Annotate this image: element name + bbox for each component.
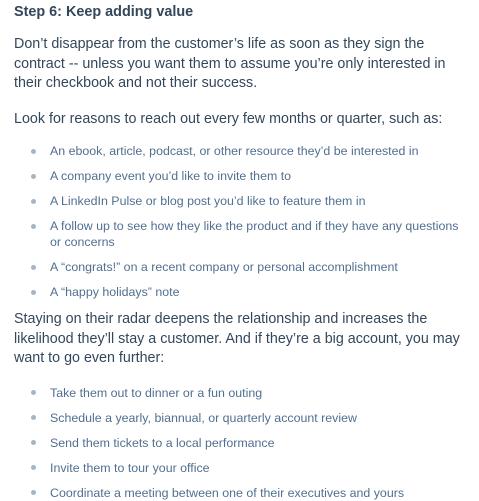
bullet-dot-icon [31, 390, 36, 395]
list-item-text: A “congrats!” on a recent company or personal accomplishment [50, 260, 398, 274]
list-item [14, 435, 465, 451]
section-heading: Step 6: Keep adding value [14, 4, 194, 20]
radar-paragraph: Staying on their radar deepens the relationship and increases the likelihood they’ll stay a customer. And if they’re a big account, you may want to go even further: [14, 311, 460, 366]
list-item-text: Take them out to dinner or a fun outing [50, 385, 263, 400]
list-item [14, 193, 465, 209]
list-item [14, 460, 465, 476]
bullet-dot-icon [31, 465, 36, 470]
list-item [14, 143, 465, 159]
list-item [14, 410, 465, 426]
bullet-dot-icon [31, 149, 36, 154]
list-item [14, 284, 465, 300]
reasons-list [14, 143, 465, 300]
list-item-text: Schedule a yearly, biannual, or quarterly account review [50, 410, 357, 425]
list-item-text: A follow up to see how they like the product and if they have any questions or concerns [50, 219, 459, 249]
bullet-dot-icon [31, 224, 36, 229]
list-item [14, 168, 465, 184]
intro-paragraph: Don’t disappear from the customer’s life as soon as they sign the contract -- unless you want them to assume you’re only interested in their checkbook and not their success. [14, 36, 446, 91]
bullet-dot-icon [31, 174, 36, 179]
list-item [14, 218, 465, 250]
list-item-text: Invite them to tour your office [50, 460, 210, 475]
list-item-text: An ebook, article, podcast, or other resource they’d be interested in [50, 144, 419, 158]
list-item [14, 259, 465, 275]
bullet-dot-icon [31, 199, 36, 204]
bullet-dot-icon [31, 290, 36, 295]
bullet-dot-icon [31, 415, 36, 420]
list-item-text: A LinkedIn Pulse or blog post you’d like to feature them in [50, 194, 366, 208]
list-item-text: Send them tickets to a local performance [50, 435, 275, 450]
reasons-paragraph: Look for reasons to reach out every few months or quarter, such as: [14, 110, 443, 127]
bullet-dot-icon [31, 265, 36, 270]
list-item [14, 385, 465, 401]
list-item-text: Coordinate a meeting between one of their executives and yours [50, 485, 405, 500]
further-list [14, 385, 465, 501]
bullet-dot-icon [31, 440, 36, 445]
list-item-text: A “happy holidays” note [50, 285, 180, 299]
list-item-text: A company event you’d like to invite them to [50, 169, 292, 183]
list-item [14, 485, 465, 501]
bullet-dot-icon [31, 490, 36, 495]
